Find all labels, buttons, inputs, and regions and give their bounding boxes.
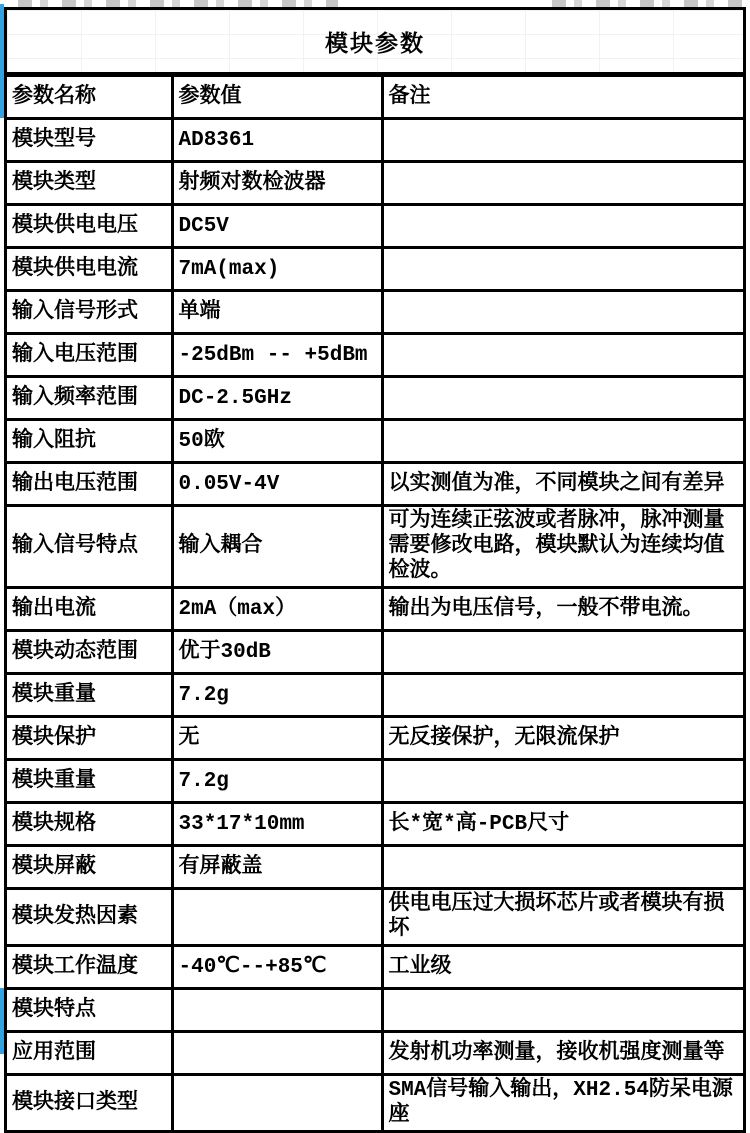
param-remark-cell: 输出为电压信号，一般不带电流。 (382, 588, 743, 631)
table-row (7, 463, 743, 506)
param-remark-cell (382, 674, 743, 717)
param-remark-cell (382, 631, 743, 674)
param-value-cell (172, 1075, 382, 1131)
table-row (7, 846, 743, 889)
param-name-cell: 输出电压范围 (7, 463, 172, 506)
param-name-cell: 模块屏蔽 (7, 846, 172, 889)
param-remark-cell (382, 989, 743, 1032)
param-value-cell: DC-2.5GHz (172, 377, 382, 420)
param-value-cell: 射频对数检波器 (172, 162, 382, 205)
param-value-cell: 7.2g (172, 760, 382, 803)
param-name-cell: 输入频率范围 (7, 377, 172, 420)
param-value-cell: 单端 (172, 291, 382, 334)
parameter-sheet (4, 7, 746, 1133)
param-name-cell: 模块保护 (7, 717, 172, 760)
table-row (7, 989, 743, 1032)
table-row (7, 717, 743, 760)
col-header-param-name: 参数名称 (7, 77, 172, 119)
param-remark-cell: SMA信号输入输出，XH2.54防呆电源座 (382, 1075, 743, 1131)
table-row (7, 205, 743, 248)
param-value-cell: 33*17*10mm (172, 803, 382, 846)
param-remark-cell (382, 377, 743, 420)
param-value-cell: DC5V (172, 205, 382, 248)
param-name-cell: 输入阻抗 (7, 420, 172, 463)
param-remark-cell: 供电电压过大损坏芯片或者模块有损坏 (382, 889, 743, 946)
param-remark-cell: 可为连续正弦波或者脉冲，脉冲测量需要修改电路，模块默认为连续均值检波。 (382, 506, 743, 588)
param-name-cell: 模块工作温度 (7, 946, 172, 989)
param-value-cell: 0.05V-4V (172, 463, 382, 506)
table-row (7, 162, 743, 205)
table-row (7, 334, 743, 377)
table-title: 模块参数 (7, 10, 743, 77)
param-name-cell: 模块接口类型 (7, 1075, 172, 1131)
table-row (7, 889, 743, 946)
table-row (7, 588, 743, 631)
param-name-cell: 模块规格 (7, 803, 172, 846)
param-name-cell: 模块特点 (7, 989, 172, 1032)
param-remark-cell: 工业级 (382, 946, 743, 989)
param-remark-cell: 以实测值为准，不同模块之间有差异 (382, 463, 743, 506)
param-value-cell: -25dBm -- +5dBm (172, 334, 382, 377)
left-cursor-bar-top (0, 4, 4, 118)
param-value-cell: 无 (172, 717, 382, 760)
param-remark-cell (382, 248, 743, 291)
table-row (7, 119, 743, 162)
table-row (7, 377, 743, 420)
param-remark-cell (382, 205, 743, 248)
param-name-cell: 模块重量 (7, 760, 172, 803)
param-name-cell: 输入信号特点 (7, 506, 172, 588)
table-row (7, 674, 743, 717)
param-value-cell: 2mA（max） (172, 588, 382, 631)
param-name-cell: 模块发热因素 (7, 889, 172, 946)
artifact-top-right (552, 0, 746, 7)
param-name-cell: 模块类型 (7, 162, 172, 205)
param-value-cell: 50欧 (172, 420, 382, 463)
table-row (7, 1075, 743, 1131)
table-row (7, 420, 743, 463)
param-name-cell: 模块重量 (7, 674, 172, 717)
param-value-cell (172, 1032, 382, 1075)
param-remark-cell: 长*宽*高-PCB尺寸 (382, 803, 743, 846)
table-row (7, 803, 743, 846)
param-value-cell (172, 989, 382, 1032)
param-value-cell (172, 889, 382, 946)
param-remark-cell (382, 291, 743, 334)
param-remark-cell (382, 420, 743, 463)
param-name-cell: 输入电压范围 (7, 334, 172, 377)
param-name-cell: 模块动态范围 (7, 631, 172, 674)
params-table (7, 77, 743, 1130)
table-row (7, 946, 743, 989)
param-name-cell: 输入信号形式 (7, 291, 172, 334)
table-row (7, 1032, 743, 1075)
param-value-cell: 输入耦合 (172, 506, 382, 588)
table-row (7, 631, 743, 674)
params-table-body (7, 119, 743, 1131)
param-value-cell: AD8361 (172, 119, 382, 162)
table-row (7, 506, 743, 588)
param-remark-cell (382, 162, 743, 205)
artifact-top-left (18, 0, 338, 7)
param-remark-cell (382, 760, 743, 803)
col-header-param-value: 参数值 (172, 77, 382, 119)
param-name-cell: 模块供电电压 (7, 205, 172, 248)
param-value-cell: 有屏蔽盖 (172, 846, 382, 889)
param-value-cell: 优于30dB (172, 631, 382, 674)
header-row (7, 77, 743, 119)
table-row (7, 248, 743, 291)
param-value-cell: -40℃--+85℃ (172, 946, 382, 989)
param-name-cell: 模块供电电流 (7, 248, 172, 291)
param-value-cell: 7.2g (172, 674, 382, 717)
param-name-cell: 模块型号 (7, 119, 172, 162)
table-row (7, 291, 743, 334)
table-row (7, 760, 743, 803)
param-value-cell: 7mA(max) (172, 248, 382, 291)
left-cursor-bar-bottom (0, 988, 4, 1054)
param-name-cell: 应用范围 (7, 1032, 172, 1075)
param-remark-cell (382, 119, 743, 162)
col-header-remark: 备注 (382, 77, 743, 119)
param-remark-cell (382, 334, 743, 377)
param-remark-cell: 无反接保护，无限流保护 (382, 717, 743, 760)
param-remark-cell: 发射机功率测量，接收机强度测量等 (382, 1032, 743, 1075)
param-remark-cell (382, 846, 743, 889)
param-name-cell: 输出电流 (7, 588, 172, 631)
